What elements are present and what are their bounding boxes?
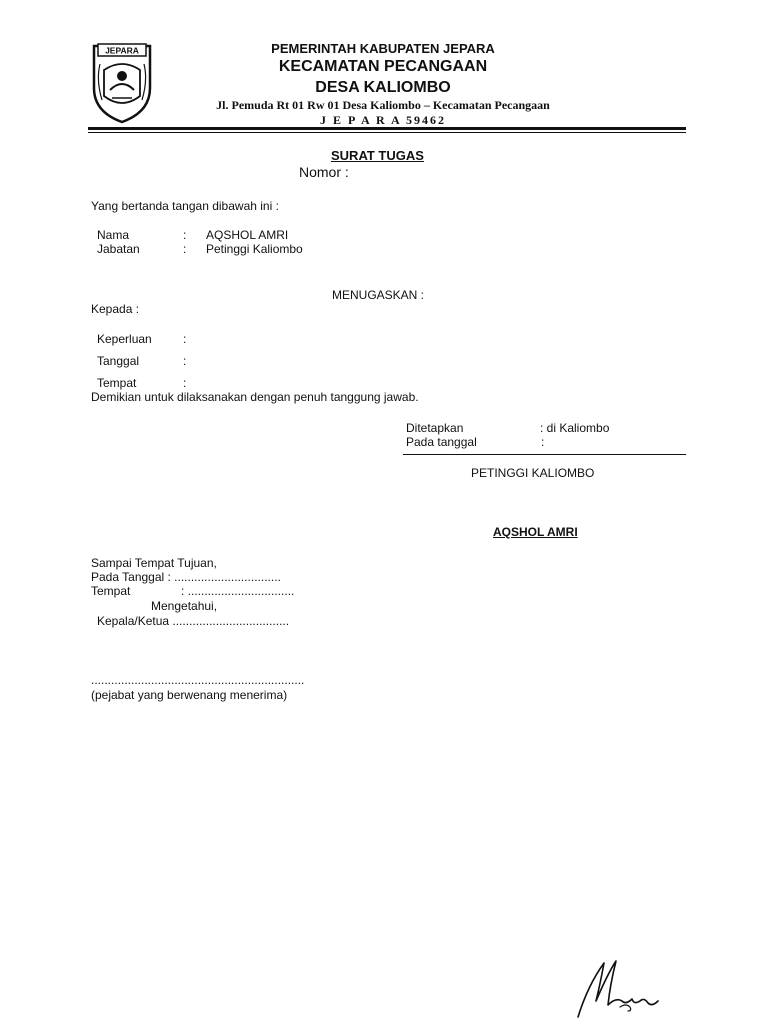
- to-label: Kepada :: [91, 302, 140, 316]
- arrival-date-line: Pada Tanggal : ................................: [91, 570, 281, 584]
- acknowledged-label: Mengetahui,: [151, 599, 218, 613]
- position-value: Petinggi Kaliombo: [206, 242, 303, 256]
- name-value: AQSHOL AMRI: [206, 228, 289, 242]
- place-colon: :: [183, 376, 187, 390]
- logo-text: JEPARA: [105, 45, 139, 56]
- document-number-label: Nomor :: [299, 164, 349, 180]
- head-signature-line: Kepala/Ketua ...................................: [97, 614, 290, 628]
- name-colon: :: [183, 228, 187, 242]
- intro-text: Yang bertanda tangan dibawah ini :: [91, 199, 279, 213]
- position-label: Jabatan: [97, 242, 140, 256]
- issued-date-value: :: [541, 435, 545, 449]
- signer-title: PETINGGI KALIOMBO: [471, 466, 595, 480]
- closing-text: Demikian untuk dilaksanakan dengan penuh tanggung jawab.: [91, 390, 419, 404]
- date-label: Tanggal: [97, 354, 140, 368]
- arrival-place-value: : ................................: [181, 584, 295, 598]
- letterhead-divider-thin: [88, 132, 686, 133]
- letterhead-village: DESA KALIOMBO: [315, 79, 451, 96]
- date-colon: :: [183, 354, 187, 368]
- signer-name: AQSHOL AMRI: [493, 525, 578, 539]
- signature-divider: [403, 454, 686, 455]
- arrival-heading: Sampai Tempat Tujuan,: [91, 556, 217, 570]
- place-label: Tempat: [97, 376, 137, 390]
- issued-date-label: Pada tanggal: [406, 435, 477, 449]
- assign-heading: MENUGASKAN :: [332, 288, 425, 302]
- purpose-colon: :: [183, 332, 187, 346]
- purpose-label: Keperluan: [97, 332, 152, 346]
- issued-at-value: : di Kaliombo: [540, 421, 610, 435]
- official-signature-dots: ................................................................: [91, 673, 305, 687]
- letterhead-district: KECAMATAN PECANGAAN: [278, 58, 488, 75]
- issued-at-label: Ditetapkan: [406, 421, 464, 435]
- name-label: Nama: [97, 228, 130, 242]
- regency-emblem-logo: [90, 40, 154, 124]
- arrival-place-label: Tempat: [91, 584, 131, 598]
- letterhead-address: Jl. Pemuda Rt 01 Rw 01 Desa Kaliombo – Kecamatan Pecangaan: [216, 98, 550, 112]
- handwritten-signature: [570, 955, 665, 1023]
- document-title: SURAT TUGAS: [331, 148, 424, 163]
- official-caption: (pejabat yang berwenang menerima): [91, 688, 288, 702]
- letterhead-divider-thick: [88, 127, 686, 130]
- letterhead-city-postcode: J E P A R A 59462: [319, 113, 447, 127]
- position-colon: :: [183, 242, 187, 256]
- letterhead-government: PEMERINTAH KABUPATEN JEPARA: [271, 41, 495, 56]
